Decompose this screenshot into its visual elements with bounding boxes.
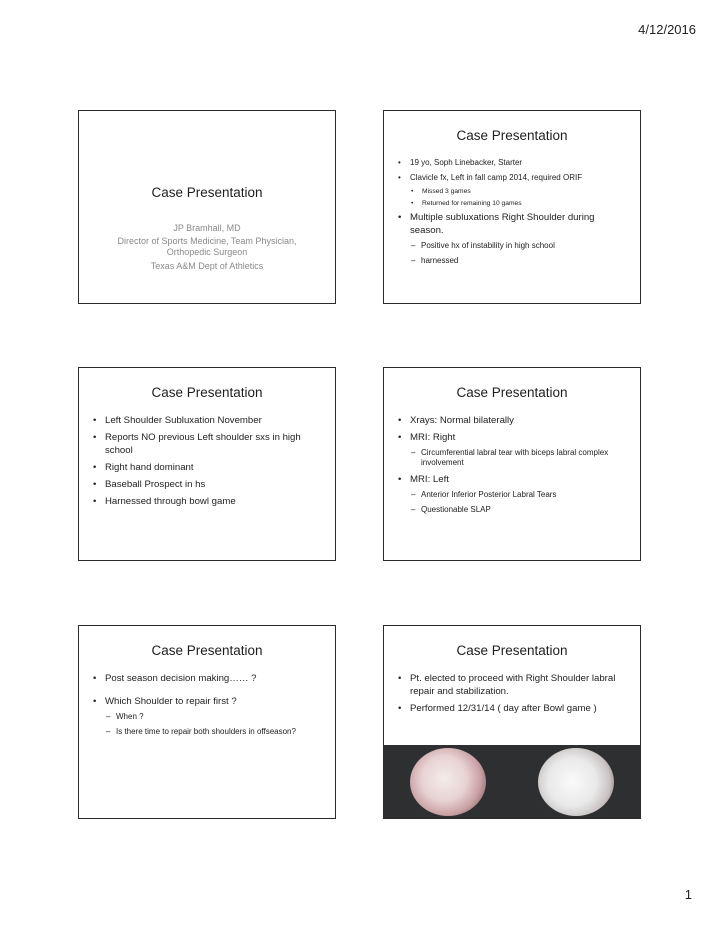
slide-title: Case Presentation <box>151 185 263 200</box>
arthroscopy-image-right <box>538 748 614 816</box>
bullet: • Performed 12/31/14 ( day after Bowl game ) <box>398 702 626 715</box>
sub-bullet: – When ? <box>93 712 321 722</box>
bullet: • Multiple subluxations Right Shoulder during season. <box>398 211 626 237</box>
slide-body <box>398 414 626 520</box>
bullet: • Harnessed through bowl game <box>93 495 321 508</box>
slide-body <box>398 672 626 719</box>
presenter-name: JP Bramhall, MD <box>173 223 241 233</box>
slide-3 <box>78 367 336 561</box>
slide-title: Case Presentation <box>456 385 568 400</box>
slide-6 <box>383 625 641 819</box>
bullet: • Reports NO previous Left shoulder sxs in high school <box>93 431 321 457</box>
slide-5 <box>78 625 336 819</box>
sub-bullet: • Returned for remaining 10 games <box>398 199 626 209</box>
slide-title: Case Presentation <box>456 643 568 658</box>
arthroscopy-images <box>384 745 640 818</box>
bullet: • Xrays: Normal bilaterally <box>398 414 626 427</box>
slide-title: Case Presentation <box>151 385 263 400</box>
bullet: • Baseball Prospect in hs <box>93 478 321 491</box>
bullet: • 19 yo, Soph Linebacker, Starter <box>398 157 626 168</box>
slide-body <box>93 414 321 512</box>
slide-4 <box>383 367 641 561</box>
bullet: • Clavicle fx, Left in fall camp 2014, required ORIF <box>398 172 626 183</box>
page-number: 1 <box>684 887 692 902</box>
bullet: • Pt. elected to proceed with Right Shoulder labral repair and stabilization. <box>398 672 626 698</box>
arthroscopy-image-left <box>410 748 486 816</box>
sub-bullet: – harnessed <box>398 256 626 266</box>
slide-title: Case Presentation <box>151 643 263 658</box>
sub-bullet: • Missed 3 games <box>398 187 626 197</box>
page-date: 4/12/2016 <box>638 22 696 37</box>
sub-bullet: – Circumferential labral tear with biceps labral complex involvement <box>398 448 626 468</box>
bullet: • Post season decision making…… ? <box>93 672 321 685</box>
presenter-role: Director of Sports Medicine, Team Physician, Orthopedic Surgeon <box>117 236 297 257</box>
slide-2 <box>383 110 641 304</box>
sub-bullet: – Is there time to repair both shoulders in offseason? <box>93 727 321 737</box>
bullet: • Which Shoulder to repair first ? <box>93 695 321 708</box>
sub-bullet: – Positive hx of instability in high school <box>398 241 626 251</box>
sub-bullet: – Questionable SLAP <box>398 505 626 515</box>
bullet: • Right hand dominant <box>93 461 321 474</box>
slide-title: Case Presentation <box>456 128 568 143</box>
slide-1 <box>78 110 336 304</box>
bullet: • MRI: Left <box>398 473 626 486</box>
slide-body <box>93 672 321 742</box>
presenter-affiliation: Texas A&M Dept of Athletics <box>150 261 264 271</box>
slide-body <box>398 157 626 271</box>
bullet: • MRI: Right <box>398 431 626 444</box>
bullet: • Left Shoulder Subluxation November <box>93 414 321 427</box>
sub-bullet: – Anterior Inferior Posterior Labral Tears <box>398 490 626 500</box>
presenter-info <box>99 223 315 274</box>
